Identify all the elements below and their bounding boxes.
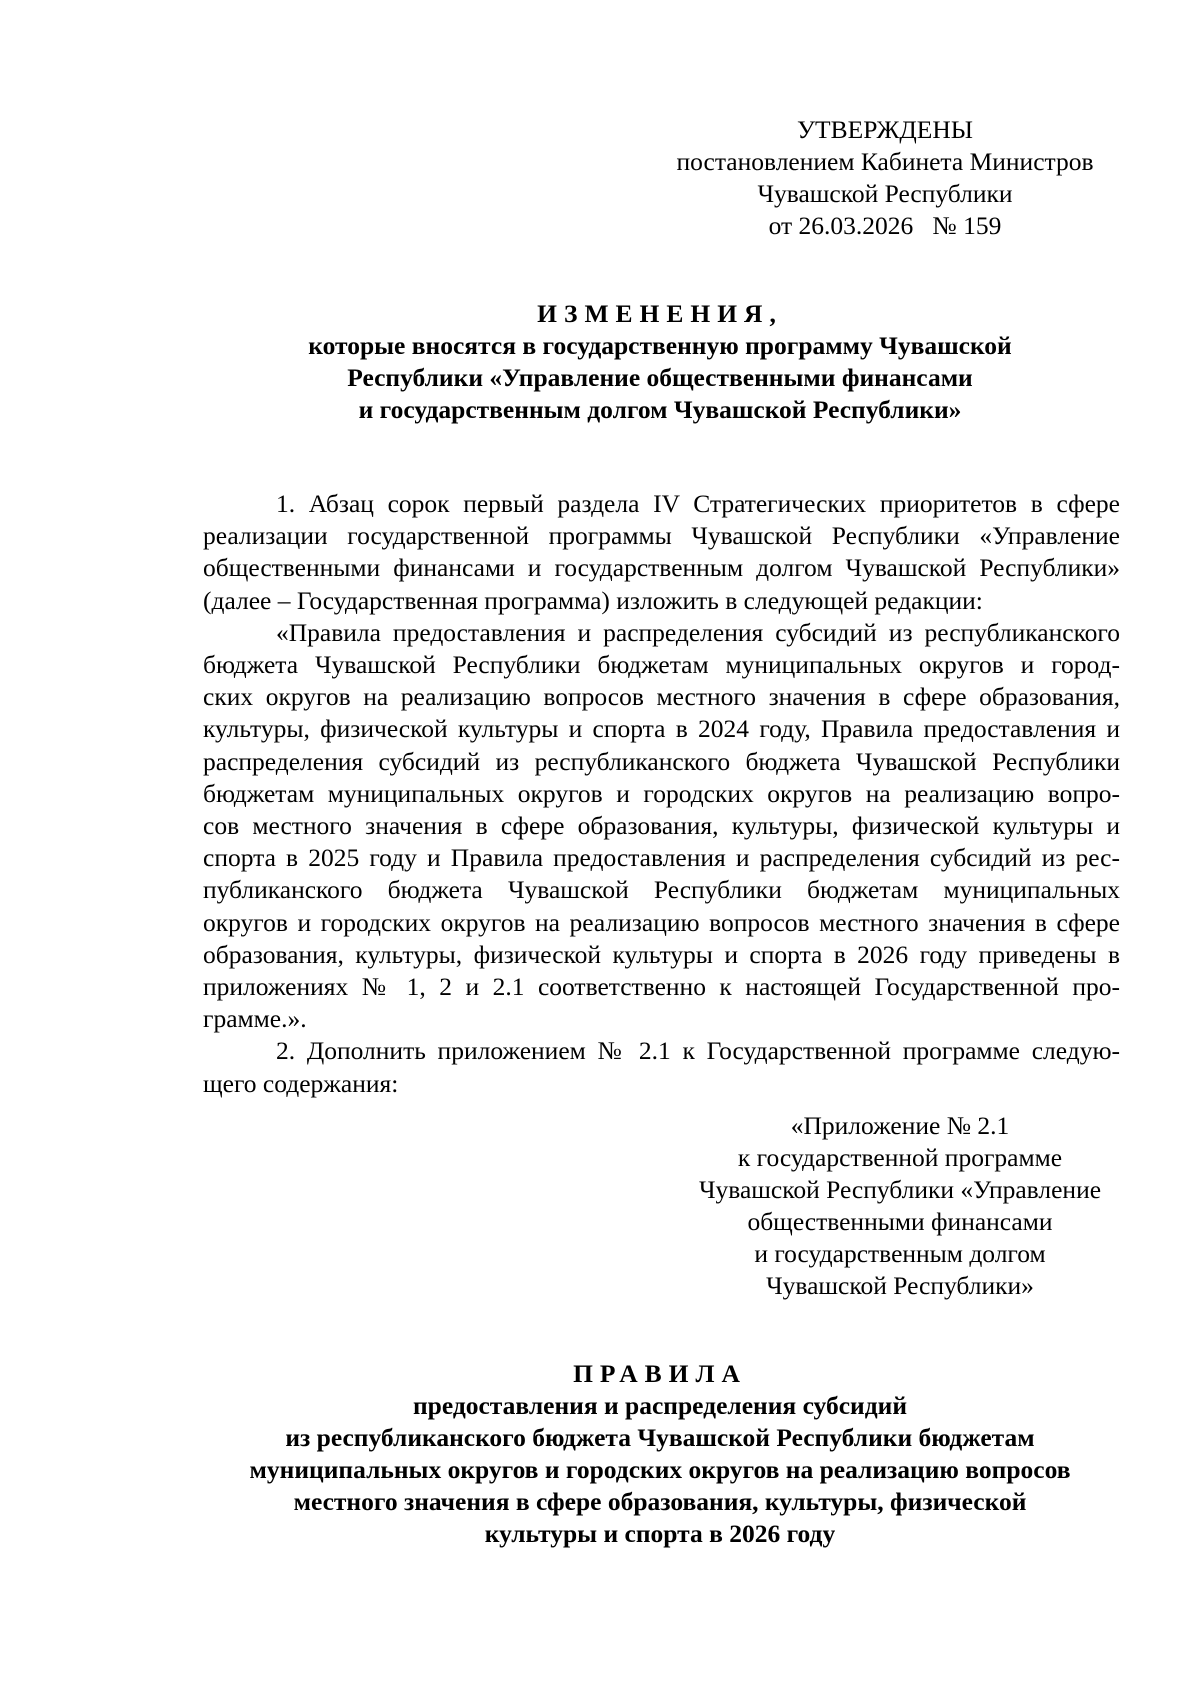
body-line: спорта в 2025 году и Правила предоставления и распределения субсидий из рес- (203, 843, 1120, 873)
body-line: ских округов на реализацию вопросов местного значения в сфере образования, (203, 682, 1120, 712)
changes-subtitle-line: и государственным долгом Чувашской Республики» (358, 395, 962, 424)
body-line: бюджета Чувашской Республики бюджетам муниципальных округов и город- (203, 650, 1120, 680)
appendix-line: и государственным долгом (754, 1239, 1046, 1268)
body-line: щего содержания: (203, 1068, 399, 1098)
appendix-reference (660, 1110, 1140, 1302)
body-line: округов и городских округов на реализацию вопросов местного значения в сфере (203, 907, 1120, 937)
body-line: сов местного значения в сфере образования, культуры, физической культуры и (203, 811, 1120, 841)
body-line: грамме.». (203, 1004, 307, 1034)
appendix-line: к государственной программе (737, 1143, 1063, 1172)
rules-subtitle-line: предоставления и распределения субсидий (412, 1391, 908, 1420)
body-line: распределения субсидий из республиканского бюджета Чувашской Республики (203, 746, 1120, 776)
body-line: 1. Абзац сорок первый раздела IV Стратегических приоритетов в сфере (276, 489, 1120, 518)
changes-title (200, 298, 1120, 426)
approval-title: УТВЕРЖДЕНЫ (797, 115, 973, 144)
body-line: реализации государственной программы Чувашской Республики «Управление (203, 521, 1120, 551)
changes-subtitle-line: которые вносятся в государственную программу Чувашской (308, 331, 1012, 360)
appendix-line: Чувашской Республики «Управление (698, 1175, 1102, 1204)
body-line: культуры, физической культуры и спорта в 2024 году, Правила предоставления и (203, 714, 1120, 744)
body-line: публиканского бюджета Чувашской Республики бюджетам муниципальных (203, 875, 1120, 905)
rules-heading: ПРАВИЛА (573, 1359, 747, 1388)
approval-date-number: от 26.03.2026 № 159 (768, 211, 1002, 240)
body-line: бюджетам муниципальных округов и городских округов на реализацию вопро- (203, 778, 1120, 808)
body-line: «Правила предоставления и распределения субсидий из республиканского (276, 617, 1120, 647)
body-line: общественными финансами и государственным долгом Чувашской Республики» (203, 553, 1120, 583)
appendix-line: «Приложение № 2.1 (790, 1111, 1010, 1140)
approval-stamp (640, 114, 1130, 242)
body-line: приложениях № 1, 2 и 2.1 соответственно к настоящей Государственной про- (203, 972, 1120, 1002)
body-line: (далее – Государственная программа) изложить в следующей редакции: (203, 585, 983, 615)
approval-decree: постановлением Кабинета Министров (676, 147, 1094, 176)
body-text (203, 488, 1120, 1100)
approval-republic: Чувашской Республики (757, 179, 1013, 208)
rules-title (200, 1358, 1120, 1550)
appendix-line: Чувашской Республики» (766, 1271, 1034, 1300)
rules-subtitle-line: муниципальных округов и городских округов на реализацию вопросов (249, 1455, 1071, 1484)
rules-subtitle-line: местного значения в сфере образования, культуры, физической (293, 1487, 1027, 1516)
rules-subtitle-line: культуры и спорта в 2026 году (484, 1519, 836, 1548)
changes-heading: ИЗМЕНЕНИЯ, (537, 299, 783, 328)
body-line: образования, культуры, физической культуры и спорта в 2026 году приведены в (203, 939, 1120, 969)
rules-subtitle-line: из республиканского бюджета Чувашской Республики бюджетам (285, 1423, 1035, 1452)
changes-subtitle-line: Республики «Управление общественными финансами (347, 363, 973, 392)
appendix-line: общественными финансами (747, 1207, 1053, 1236)
body-line: 2. Дополнить приложением № 2.1 к Государственной программе следую- (276, 1036, 1120, 1066)
